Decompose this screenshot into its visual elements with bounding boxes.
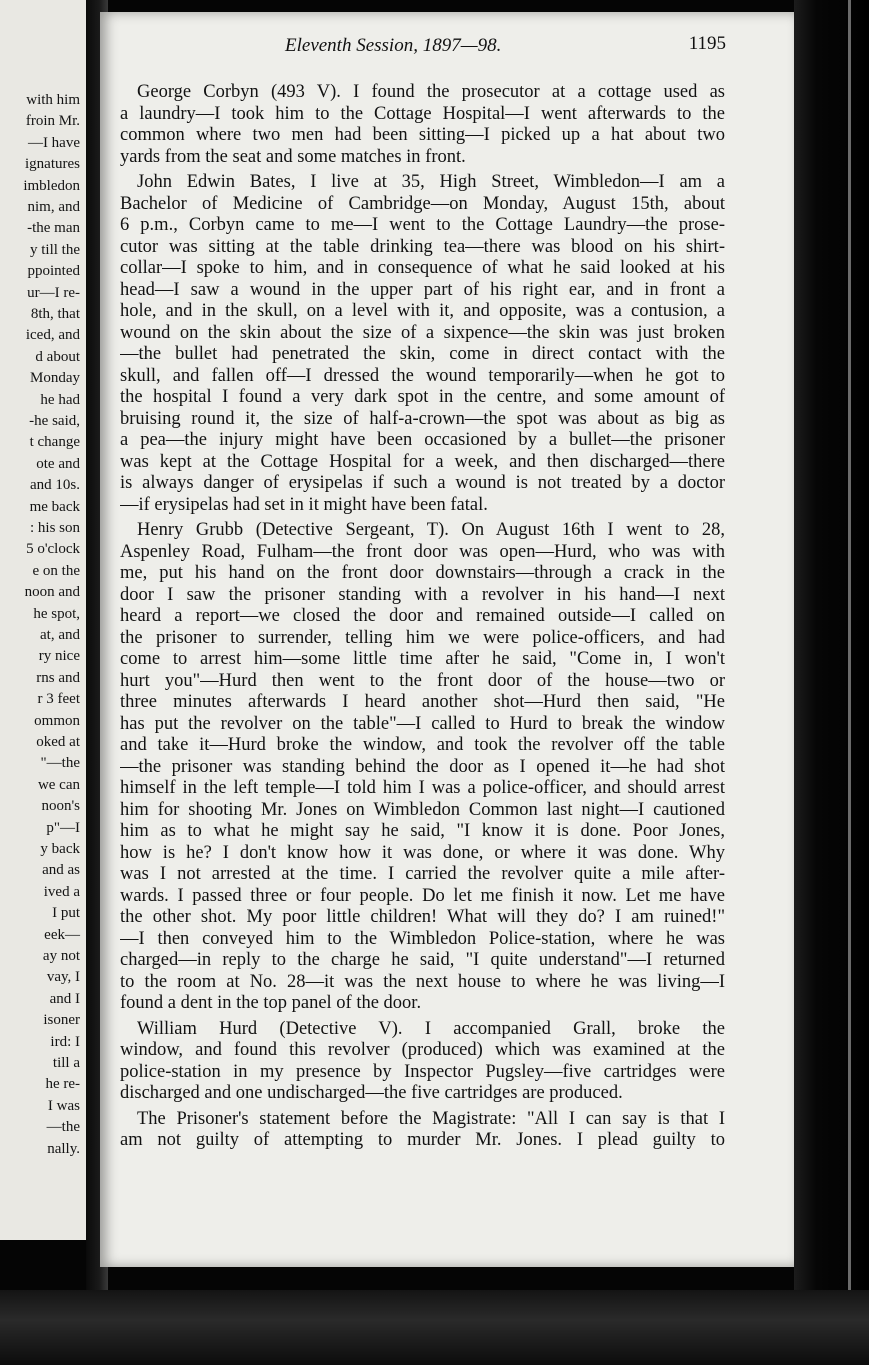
text-line: William Hurd (Detective V). I accompanied Grall, broke the	[137, 1018, 725, 1039]
facing-page-line: eek—	[44, 926, 80, 943]
text-line: to the room at No. 28—it was the next house to where he was living—I	[120, 971, 725, 992]
facing-page-line: p"—I	[46, 819, 80, 836]
text-line: Aspenley Road, Fulham—the front door was open—Hurd, who was with	[120, 541, 725, 562]
text-line: was kept at the Cottage Hospital for a week, and then discharged—there	[120, 451, 725, 472]
facing-page-line: : his son	[29, 520, 80, 536]
facing-page-line: y till the	[30, 241, 80, 258]
facing-page-fragment	[0, 0, 89, 1240]
facing-page-line: at, and	[40, 627, 80, 643]
facing-page-line: ur—I re-	[27, 284, 80, 301]
text-line: common where two men had been sitting—I picked up a hat about two	[120, 125, 725, 145]
page-body	[120, 82, 725, 1152]
facing-page-line: till a	[52, 1055, 80, 1071]
facing-page-line: rns and	[36, 669, 80, 686]
facing-page-line: t change	[29, 434, 80, 451]
facing-page-line: froin Mr.	[25, 113, 80, 130]
text-line: —the prisoner was standing behind the door as I opened it—he had shot	[120, 756, 725, 777]
facing-page-line: iced, and	[25, 327, 80, 344]
text-line: how is he? I don't know how it was done, or where it was done. Why	[120, 842, 725, 863]
text-line: the prisoner to surrender, telling him we were police-officers, and had	[120, 627, 725, 648]
text-line: has put the revolver on the table"—I called to Hurd to break the window	[120, 713, 725, 734]
text-line: and take it—Hurd broke the window, and took the revolver off the table	[120, 735, 725, 755]
facing-page-line: noon and	[24, 584, 80, 601]
running-header: Eleventh Session, 1897—98.	[285, 35, 502, 56]
text-line: head—I saw a wound in the upper part of his right ear, and in front a	[120, 279, 725, 300]
facing-page-line: imbledon	[23, 177, 80, 194]
facing-page-line: 8th, that	[30, 306, 80, 322]
text-line: wound on the skin about the size of a sixpence—the skin was just broken	[120, 322, 725, 343]
facing-page-line: he re-	[45, 1076, 80, 1093]
text-line: Bachelor of Medicine of Cambridge—on Monday, August 15th, about	[120, 193, 725, 214]
text-line: police-station in my presence by Inspector Pugsley—five cartridges were	[120, 1061, 725, 1082]
facing-page-line: I put	[52, 905, 80, 922]
facing-page-line: ommon	[34, 712, 80, 729]
text-line: am not guilty of attempting to murder Mr. Jones. I plead guilty to	[120, 1130, 725, 1150]
text-line: come to arrest him—some little time after he said, "Come in, I won't	[120, 649, 725, 669]
facing-page-line: 5 o'clock	[26, 541, 80, 558]
facing-page-line: with him	[26, 92, 80, 108]
text-line: hurt you"—Hurd then went to the front door of the house—two or	[120, 670, 725, 691]
facing-page-line: ived a	[43, 883, 80, 900]
facing-page-line: me back	[29, 498, 80, 515]
text-line: a laundry—I took him to the Cottage Hospital—I went afterwards to the	[120, 103, 725, 124]
text-line: found a dent in the top panel of the door.	[120, 993, 422, 1013]
facing-page-line: I was	[47, 1097, 80, 1114]
text-line: the other shot. My poor little children! What will they do? I am ruined!"	[120, 907, 725, 927]
text-line: him as to what he might say he said, "I know it is done. Poor Jones,	[120, 821, 725, 841]
text-line: discharged and one undischarged—the five cartridges are produced.	[120, 1083, 623, 1103]
facing-page-line: nally.	[47, 1140, 80, 1157]
text-line: —I then conveyed him to the Wimbledon Police-station, where he was	[120, 928, 725, 949]
facing-page-line: —I have	[27, 134, 80, 151]
facing-page-line: nim, and	[27, 199, 80, 215]
facing-page-line: oked at	[36, 734, 80, 750]
facing-page-line: vay, I	[46, 969, 80, 986]
text-line: hole, and in the skull, on a level with it, and opposite, was a contusion, a	[120, 301, 725, 321]
book-page	[100, 12, 794, 1267]
text-line: collar—I spoke to him, and in consequence of what he said looked at his	[120, 258, 725, 278]
text-line: is always danger of erysipelas if such a wound is not treated by a doctor	[120, 473, 725, 493]
text-line: three minutes afterwards I heard another shot—Hurd then said, "He	[120, 692, 725, 712]
scanner-background	[0, 1290, 869, 1365]
text-line: —if erysipelas had set in it might have been fatal.	[120, 494, 488, 515]
text-line: Henry Grubb (Detective Sergeant, T). On August 16th I went to 28,	[137, 520, 725, 540]
text-line: a pea—the injury might have been occasioned by a bullet—the prisoner	[120, 430, 725, 450]
text-line: yards from the seat and some matches in front.	[120, 146, 466, 167]
facing-page-line: ote and	[36, 455, 80, 472]
text-line: skull, and fallen off—I dressed the wound temporarily—when he got to	[120, 365, 725, 386]
facing-page-line: ignatures	[25, 156, 80, 173]
text-line: John Edwin Bates, I live at 35, High Street, Wimbledon—I am a	[137, 172, 725, 192]
facing-page-line: he had	[40, 391, 80, 408]
facing-page-line: ppointed	[27, 263, 80, 280]
facing-page-line: noon's	[41, 798, 80, 815]
page-edge	[794, 0, 869, 1290]
facing-page-line: e on the	[32, 562, 80, 579]
text-line: cutor was sitting at the table drinking tea—there was blood on his shirt-	[120, 236, 725, 257]
facing-page-line: Monday	[30, 370, 80, 387]
facing-page-line: ird: I	[50, 1033, 80, 1050]
facing-page-line: ry nice	[38, 648, 80, 665]
text-line: door I saw the prisoner standing with a revolver in his hand—I next	[120, 584, 725, 605]
text-line: window, and found this revolver (produced) which was examined at the	[120, 1040, 725, 1060]
text-line: the hospital I found a very dark spot in the centre, and some amount of	[120, 387, 725, 407]
facing-page-line: "—the	[40, 755, 80, 772]
facing-page-line: d about	[35, 348, 80, 365]
facing-page-line: r 3 feet	[37, 691, 80, 708]
text-line: wards. I passed three or four people. Do let me finish it now. Let me have	[120, 885, 725, 906]
facing-page-line: and I	[49, 990, 80, 1007]
text-line: bruising round it, the size of half-a-crown—the spot was about as big as	[120, 408, 725, 429]
text-line: himself in the left temple—I told him I was a police-officer, and should arrest	[120, 778, 725, 798]
facing-page-line: he spot,	[33, 605, 80, 622]
page-number: 1195	[688, 33, 726, 54]
text-line: him for shooting Mr. Jones on Wimbledon Common last night—I cautioned	[120, 799, 725, 820]
text-line: George Corbyn (493 V). I found the prosecutor at a cottage used as	[137, 82, 725, 102]
facing-page-line: -he said,	[29, 413, 80, 429]
facing-page-line: and 10s.	[30, 477, 80, 494]
text-line: charged—in reply to the charge he said, "I quite understand"—I returned	[120, 950, 725, 970]
facing-page-line: we can	[37, 776, 80, 793]
facing-page-line: —the	[46, 1119, 80, 1136]
text-line: —the bullet had penetrated the skin, come in direct contact with the	[120, 344, 725, 364]
text-line: heard a report—we closed the door and remained outside—I called on	[120, 606, 725, 626]
text-line: 6 p.m., Corbyn came to me—I went to the Cottage Laundry—the prose-	[120, 215, 725, 235]
text-line: was I not arrested at the time. I carried the revolver quite a mile after-	[120, 864, 725, 884]
facing-page-line: isoner	[43, 1012, 80, 1029]
text-line: The Prisoner's statement before the Magistrate: "All I can say is that I	[137, 1108, 725, 1129]
facing-page-line: y back	[40, 841, 80, 857]
text-line: me, put his hand on the front door downstairs—through a crack in the	[120, 563, 725, 583]
facing-page-line: -the man	[27, 220, 80, 237]
facing-page-line: ay not	[42, 948, 80, 964]
facing-page-line: and as	[42, 862, 80, 879]
